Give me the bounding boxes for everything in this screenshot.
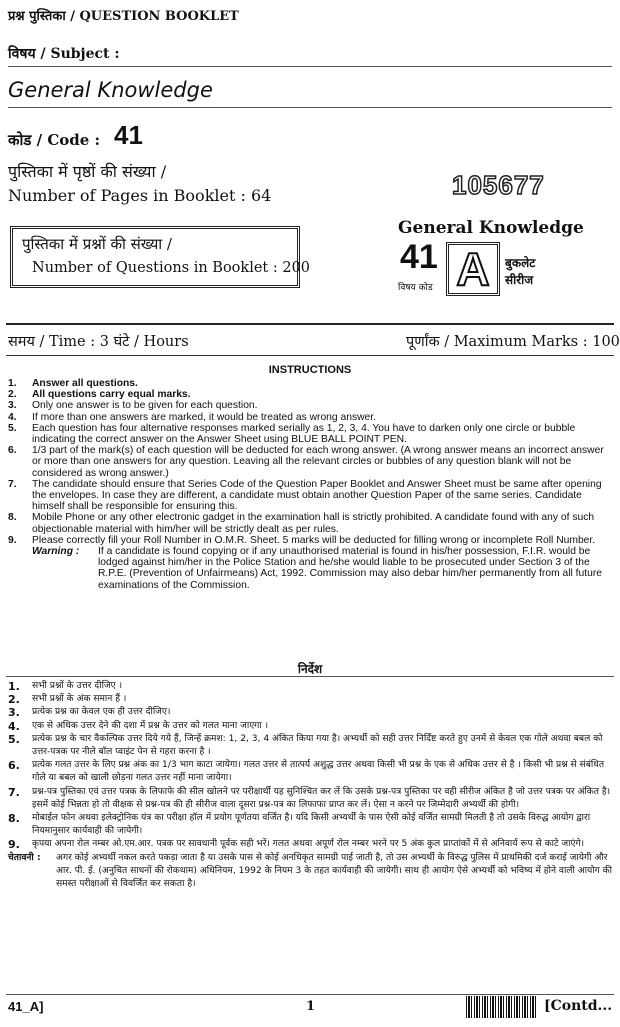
list-item bbox=[8, 378, 612, 389]
instructions-list-hindi bbox=[8, 680, 612, 891]
item-number: 4. bbox=[8, 719, 20, 733]
instructions-list-english bbox=[8, 378, 612, 591]
list-item bbox=[8, 812, 612, 838]
divider bbox=[6, 323, 614, 325]
questions-label-english: Number of Questions in Booklet : 200 bbox=[32, 260, 311, 276]
item-text: Answer all questions. bbox=[32, 378, 138, 389]
item-text: मोबाईल फोन अथवा इलेक्ट्रोनिक यंत्र का परीक्षा हॉल में प्रयोग पूर्णतया वर्जित है। यदि किसी अभ्यर्थी के पास ऐसी कोई वर्जित सामग्री मिलती है तो उसके विरुद्ध आयोग द्वारा नियमानुसार कार्यवाही की जायेगी। bbox=[32, 813, 591, 837]
warning-label: चेतावनी : bbox=[8, 852, 41, 863]
list-item bbox=[8, 759, 612, 785]
list-item bbox=[8, 512, 612, 534]
subject-label: विषय / Subject : bbox=[8, 46, 120, 62]
warning-text: If a candidate is found copying or if any unauthorised material is found in his/her possession, F.I.R. would be lodged against him/her in the Police Station and he/she would liable to be prosecuted under Section 3 of the R.P.E. (Prevention of Unfairmeans) Act, 1992. Commission may also debar him/her permanently from all future examinations of the Commission. bbox=[98, 546, 603, 591]
code-value: 41 bbox=[114, 120, 143, 150]
item-text: प्रत्येक प्रश्न के चार वैकल्पिक उत्तर दिये गये हैं, जिन्हें क्रमश: 1, 2, 3, 4 अंकित किया गया है। अभ्यर्थी को सही उत्तर निर्दिष्ट करते हुए उनमें से केवल एक गोले अथवा बबल को उत्तर-पत्रक पर नीले बॉल प्वाइंट पेन से गहरा करना है । bbox=[32, 733, 603, 758]
item-text: Only one answer is to be given for each question. bbox=[32, 400, 258, 412]
series-caption-1: बुकलेट bbox=[505, 256, 536, 270]
warning-label: Warning : bbox=[32, 546, 80, 558]
footer-code: 41_A] bbox=[8, 999, 44, 1014]
list-item bbox=[8, 838, 612, 851]
serial-number: 105677 bbox=[452, 170, 545, 200]
item-text: Please correctly fill your Roll Number in O.M.R. Sheet. 5 marks will be deducted for filling wrong or incomplete Roll Number. bbox=[32, 534, 596, 546]
divider bbox=[6, 676, 614, 677]
item-number: 9. bbox=[8, 534, 17, 546]
item-text: The candidate should ensure that Series Code of the Question Paper Booklet and Answer Sheet must be same after opening the envelopes. In case they are different, a candidate must obtain another Question Paper of the same series. Candidate himself shall be responsible for ensuring this. bbox=[32, 478, 602, 513]
item-number: 8. bbox=[8, 812, 20, 826]
item-number: 5. bbox=[8, 422, 17, 434]
pages-label-english: Number of Pages in Booklet : 64 bbox=[8, 186, 272, 205]
list-item bbox=[8, 733, 612, 759]
list-item bbox=[8, 706, 612, 719]
item-text: प्रश्न-पत्र पुस्तिका एवं उत्तर पत्रक के लिफाफे की सील खोलने पर परीक्षार्थी यह सुनिश्चित कर लें कि उसके प्रश्न-पत्र पुस्तिका पर वही सीरीज अंकित है जो उत्तर पत्रक पर अंकित है। इसमें कोई भिन्नता हो तो वीक्षक से प्रश्न-पत्र की ही सीरीज वाला दूसरा प्रश्न-पत्र का लिफाफा प्राप्त कर लें। ऐसा न करने पर जिम्मेदारी अभ्यर्थी की होगी। bbox=[32, 786, 611, 810]
item-number: 6. bbox=[8, 445, 17, 457]
subject-underline-top bbox=[8, 66, 612, 67]
item-number: 7. bbox=[8, 785, 20, 799]
divider bbox=[6, 355, 614, 356]
warning-text: अगर कोई अभ्यर्थी नकल करते पकड़ा जाता है या उसके पास से कोई अनधिकृत सामग्री पाई जाती है, तो उस अभ्यर्थी के विरुद्ध पुलिस में प्राथमिकी दर्ज कराई जायेगी और आर. पी. ई. (अनुचित साधनों की रोकथाम) अधिनियम, 1992 के नियम 3 के तहत कार्यवाही की जायेगी। साथ ही आयोग ऐसे अभ्यर्थी को भविष्य में होने वाली आयोग की समस्त परीक्षाओं से विवर्जित कर सकता है। bbox=[56, 852, 612, 890]
item-text: सभी प्रश्नों के उत्तर दीजिए । bbox=[32, 681, 123, 691]
booklet-label: प्रश्न पुस्तिका / QUESTION BOOKLET bbox=[8, 9, 239, 24]
item-number: 4. bbox=[8, 411, 17, 423]
item-number: 2. bbox=[8, 693, 20, 707]
item-text: If more than one answers are marked, it would be treated as wrong answer. bbox=[32, 411, 376, 423]
item-text: 1/3 part of the mark(s) of each question will be deducted for each wrong answer. (A wrong answer means an incorrect answer or more than one answers for any question. Leaving all the relevant circles or bubbles of any question blank will not be considered as wrong answer.) bbox=[32, 445, 604, 479]
list-item bbox=[8, 389, 612, 400]
item-number: 1. bbox=[8, 680, 20, 693]
item-number: 8. bbox=[8, 512, 17, 524]
code-label: कोड / Code : bbox=[8, 131, 101, 149]
list-item bbox=[8, 423, 612, 445]
subject-code-large: 41 bbox=[400, 238, 438, 276]
subject-title-right: General Knowledge bbox=[398, 218, 584, 238]
list-item bbox=[8, 693, 612, 706]
warning-hindi bbox=[8, 852, 612, 892]
page-number: 1 bbox=[306, 999, 316, 1014]
item-text: Mobile Phone or any other electronic gadget in the examination hall is strictly prohibited. A candidate found with any of such objectionable material with him/her will be strictly dealt as per rules. bbox=[32, 512, 595, 535]
list-item bbox=[8, 445, 612, 479]
item-text: सभी प्रश्नों के अंक समान हैं । bbox=[32, 694, 127, 705]
list-item bbox=[8, 680, 612, 693]
list-item bbox=[8, 786, 612, 812]
questions-label-hindi: पुस्तिका में प्रश्नों की संख्या / bbox=[22, 235, 172, 253]
item-text: प्रत्येक प्रश्न का केवल एक ही उत्तर दीजिए। bbox=[32, 707, 171, 718]
continued-label: [Contd... bbox=[544, 998, 613, 1014]
item-number: 3. bbox=[8, 706, 20, 720]
item-number: 9. bbox=[8, 838, 20, 852]
booklet-series-letter: A bbox=[446, 242, 500, 296]
series-caption-2: सीरीज bbox=[505, 273, 534, 287]
item-number: 5. bbox=[8, 732, 20, 746]
item-text: एक से अधिक उत्तर देने की दशा में प्रश्न के उत्तर को गलत माना जाएगा । bbox=[32, 720, 269, 731]
subject-value: General Knowledge bbox=[8, 78, 213, 102]
list-item bbox=[8, 720, 612, 733]
item-number: 2. bbox=[8, 389, 17, 401]
list-item bbox=[8, 535, 612, 546]
list-item bbox=[8, 479, 612, 513]
warning-english bbox=[32, 546, 612, 591]
instructions-heading: INSTRUCTIONS bbox=[268, 364, 352, 376]
item-text: प्रत्येक गलत उत्तर के लिए प्रश्न अंक का 1/3 भाग काटा जायेगा। गलत उत्तर से तात्पर्य अशुद्ध उत्तर अथवा किसी भी प्रश्न के एक से अधिक उत्तर से है । किसी भी प्रश्न से संबंधित गोले या बबल को खाली छोड़ना गलत उत्तर नहीं माना जायेगा। bbox=[32, 760, 605, 784]
item-number: 3. bbox=[8, 400, 17, 412]
divider bbox=[6, 994, 614, 995]
barcode bbox=[466, 996, 536, 1018]
item-text: All questions carry equal marks. bbox=[32, 389, 191, 401]
list-item bbox=[8, 400, 612, 411]
item-text: कृपया अपना रोल नम्बर ओ.एम.आर. पत्रक पर सावधानी पूर्वक सही भरें। गलत अथवा अपूर्ण रोल नम्बर भरने पर 5 अंक कुल प्राप्तांकों में से अनिवार्य रूप से काटे जाएंगे। bbox=[32, 839, 585, 850]
item-number: 6. bbox=[8, 759, 20, 773]
item-text: Each question has four alternative responses marked serially as 1, 2, 3, 4. You have to darken only one circle or bubble indicating the correct answer on the Answer Sheet using BLUE BALL POINT PEN. bbox=[32, 422, 576, 446]
maximum-marks: पूर्णांक / Maximum Marks : 100 bbox=[406, 334, 620, 350]
subject-code-caption: विषय कोड bbox=[398, 283, 433, 293]
item-number: 1. bbox=[8, 378, 17, 389]
pages-label-hindi: पुस्तिका में पृष्ठों की संख्या / bbox=[8, 162, 167, 181]
exam-time: समय / Time : 3 घंटे / Hours bbox=[8, 334, 189, 350]
subject-underline-bottom bbox=[8, 107, 612, 108]
item-number: 7. bbox=[8, 478, 17, 490]
instructions-heading-hindi: निर्देश bbox=[297, 662, 323, 676]
list-item bbox=[8, 412, 612, 423]
